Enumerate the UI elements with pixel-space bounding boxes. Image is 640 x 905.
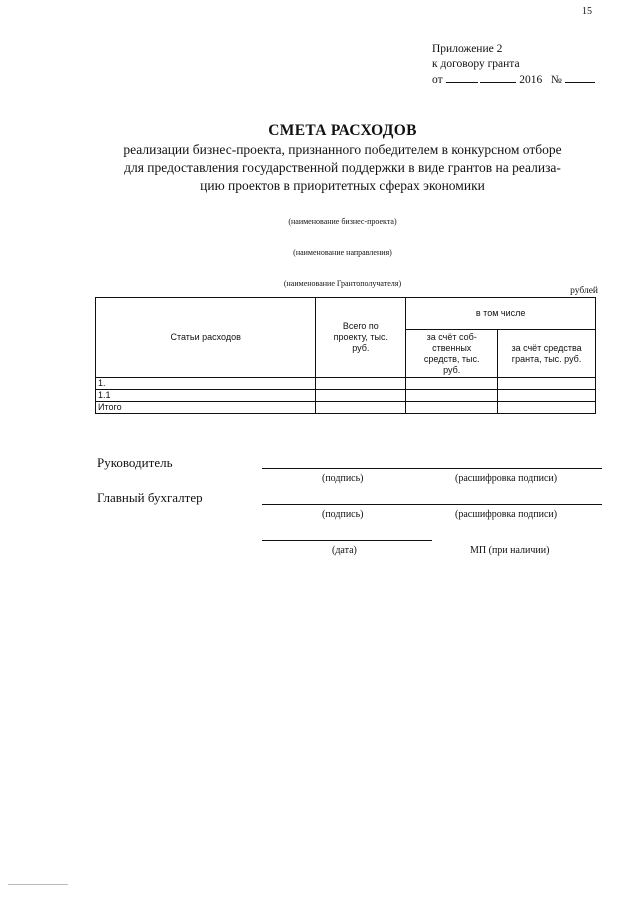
scan-artifact [8,884,68,885]
day-blank [446,72,478,83]
appendix-year: 2016 [519,74,543,86]
appendix-date-line [432,72,595,88]
currency-note: рублей [570,286,598,296]
head-signature-caption: (подпись) [322,473,364,484]
date-line [262,540,432,541]
row-own [406,378,498,390]
header-items: Статьи расходов [96,298,316,378]
row-grant [498,402,596,414]
month-blank [480,72,516,83]
page-number: 15 [582,6,592,17]
row-total [316,402,406,414]
appendix-line-2: к договору гранта [432,58,520,70]
number-sign: № [550,74,562,86]
row-item: 1. [96,378,316,390]
date-caption: (дата) [332,545,357,556]
table-row [96,390,596,402]
document-title: СМЕТА РАСХОДОВ [268,122,417,139]
accountant-label: Главный бухгалтер [97,490,203,505]
appendix-from-label: от [432,74,443,86]
table-row [96,378,596,390]
row-total [316,378,406,390]
direction-name-caption: (наименование направления) [293,248,392,257]
table-row [96,402,596,414]
accountant-signature-caption: (подпись) [322,509,364,520]
row-own [406,402,498,414]
budget-table [95,297,596,414]
accountant-decryption-caption: (расшифровка подписи) [455,509,558,520]
row-item: Итого [96,402,316,414]
document-subtitle [90,141,595,195]
head-signature-line [262,468,602,469]
head-label: Руководитель [97,455,173,470]
subtitle-line-1: реализации бизнес-проекта, признанного победителем в конкурсном отборе [123,142,562,157]
subtitle-line-3: цию проектов в приоритетных сферах экономики [200,178,485,193]
appendix-line-1: Приложение 2 [432,43,503,55]
header-total: Всего по проекту, тыс. руб. [316,298,406,378]
header-own-funds: за счёт соб-ственных средств, тыс. руб. [406,330,498,378]
row-item: 1.1 [96,390,316,402]
header-grant-funds: за счёт средства гранта, тыс. руб. [498,330,596,378]
head-decryption-caption: (расшифровка подписи) [455,473,558,484]
recipient-name-caption: (наименование Грантополучателя) [283,279,402,288]
accountant-signature-line [262,504,602,505]
subtitle-line-2: для предоставления государственной поддержки в виде грантов на реализа- [124,160,561,175]
row-own [406,390,498,402]
row-grant [498,390,596,402]
row-total [316,390,406,402]
row-grant [498,378,596,390]
stamp-caption: МП (при наличии) [470,545,550,556]
appendix-block [432,42,595,88]
project-name-caption: (наименование бизнес-проекта) [288,217,397,226]
number-blank [565,72,595,83]
header-including: в том числе [406,298,596,330]
